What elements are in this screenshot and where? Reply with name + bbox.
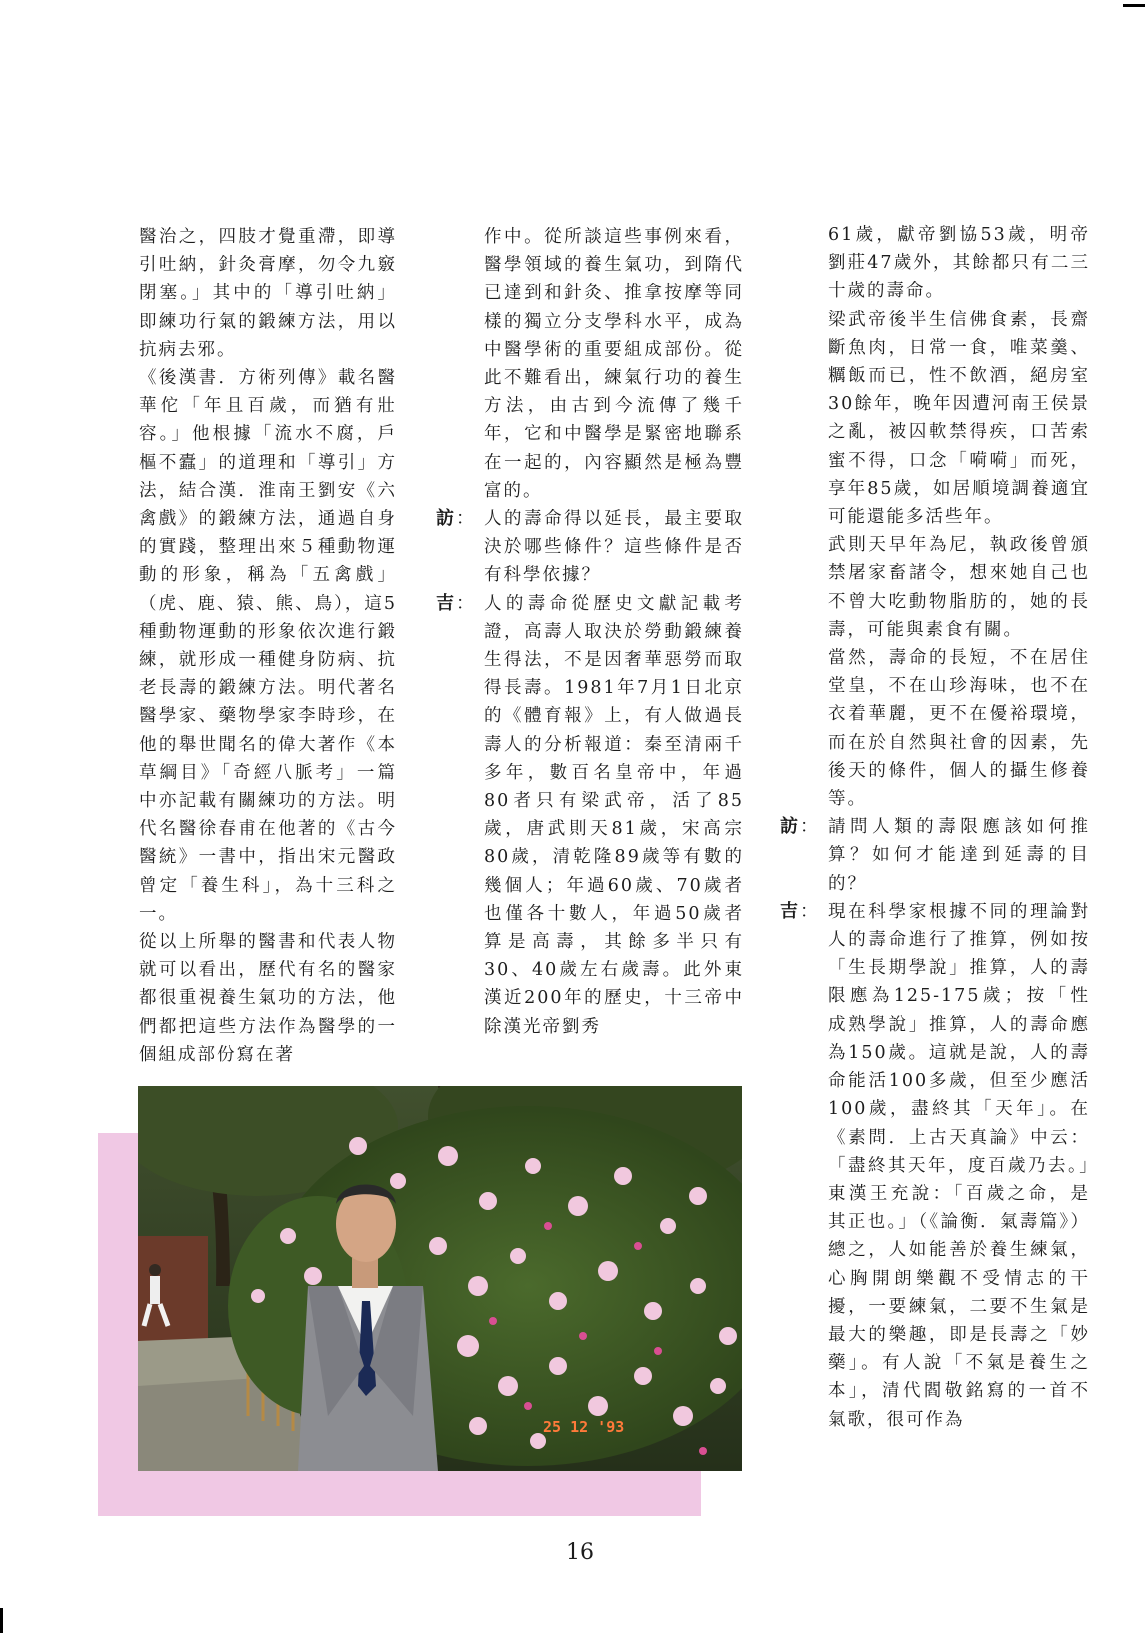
paragraph: 《後漢書．方術列傳》載名醫華佗「年且百歲，而猶有壯容。」他根據「流水不腐，戶樞不蠹」的道理和「導引」方法，結合漢．淮南王劉安《六禽戲》的鍛練方法，通過自身的實踐，整理出來５種動物運動的形象，稱為「五禽戲」（虎、鹿、猿、熊、鳥），這5種動物運動的形象依次進行鍛練，就形成一種健身防病、抗老長壽的鍛練方法。明代著名醫學家、藥物學家李時珍，在他的舉世聞名的偉大著作《本草綱目》「奇經八脈考」一篇中亦記載有關練功的方法。明代名醫徐春甫在他著的《古今醫統》一書中，指出宋元醫政曾定「養生科」，為十三科之一。 bbox=[139, 368, 397, 924]
interview-question bbox=[780, 813, 1090, 898]
paragraph: 61歲，獻帝劉協53歲，明帝劉莊47歲外，其餘都只有二三十歲的壽命。 bbox=[828, 225, 1090, 302]
scan-edge-mark bbox=[1123, 4, 1145, 7]
speaker-label: 吉 ： bbox=[436, 590, 474, 618]
scan-edge-mark bbox=[0, 1608, 3, 1633]
speaker-label: 吉 ： bbox=[780, 898, 818, 926]
interview-answer bbox=[780, 898, 1090, 1434]
question-text: 請問人類的壽限應該如何推算？如何才能達到延壽的目的？ bbox=[828, 817, 1090, 894]
answer-text: 人的壽命從歷史文獻記載考證，高壽人取決於勞動鍛練養生得法，不是因奢華惡勞而取得長壽。1981年7月1日北京的《體育報》上，有人做過長壽人的分析報道：秦至清兩千多年，數百名皇帝中，年過80者只有梁武帝，活了85歲，唐武則天81歲，宋高宗80歲，清乾隆89歲等有數的幾個人；年過60歲、70歲者也僅各十數人，年過50歲者算是高壽，其餘多半只有30、40歲左右歲壽。此外東漢近200年的歷史，十三帝中除漢光帝劉秀 bbox=[484, 593, 744, 1037]
paragraph: 當然，壽命的長短，不在居住堂皇，不在山珍海味，也不在衣着華麗，更不在優裕環境，而在於自然與社會的因素，先後天的條件，個人的攝生修養等。 bbox=[828, 648, 1090, 810]
text-column-2 bbox=[436, 223, 744, 1041]
answer-text: 現在科學家根據不同的理論對人的壽命進行了推算，例如按「生長期學說」推算，人的壽限應為125-175歲；按「性成熟學說」推算，人的壽命應為150歲。這就是說，人的壽命能活100多歲，但至少應活100歲，盡終其「天年」。在《素問．上古天真論》中云：「盡終其天年，度百歲乃去。」東漢王充說：「百歲之命，是其正也。」（《論衡．氣壽篇》）總之，人如能善於養生練氣，心胸開朗樂觀不受情志的干擾，一要練氣，二要不生氣是最大的樂趣，即是長壽之「妙藥」。有人說「不氣是養生之本」，清代閻敬銘寫的一首不氣歌，很可作為 bbox=[828, 901, 1090, 1430]
photo-date-stamp: 25 12 '93 bbox=[543, 1418, 625, 1436]
speaker-label: 訪 ： bbox=[780, 813, 818, 841]
text-column-1 bbox=[139, 223, 397, 1069]
page-number: 16 bbox=[566, 1540, 594, 1565]
photo-illustration bbox=[138, 1086, 742, 1471]
paragraph: 作中。從所談這些事例來看，醫學領域的養生氣功，到隋代已達到和針灸、推拿按摩等同樣的獨立分支學科水平，成為中醫學術的重要組成部份。從此不難看出，練氣行功的養生方法，由古到今流傳了幾千年，它和中醫學是緊密地聯系在一起的，內容顯然是極為豐富的。 bbox=[484, 227, 744, 501]
paragraph: 武則天早年為尼，執政後曾頒禁屠家畜諸令，想來她自己也不曾大吃動物脂肪的，她的長壽，可能與素食有關。 bbox=[828, 535, 1090, 640]
paragraph: 梁武帝後半生信佛食素，長齋斷魚肉，日常一食，唯菜羹、糲飯而已，性不飲酒，絕房室30餘年，晚年因遭河南王侯景之亂，被囚軟禁得疾，口苦索蜜不得，口念「嗬嗬」而死，享年85歲，如居順境調養適宜可能還能多活些年。 bbox=[828, 309, 1090, 528]
interview-question bbox=[436, 505, 744, 590]
text-column-3 bbox=[780, 221, 1090, 1434]
question-text: 人的壽命得以延長，最主要取決於哪些條件？這些條件是否有科學依據？ bbox=[484, 509, 744, 586]
paragraph: 醫治之，四肢才覺重滯，即導引吐納，針灸膏摩，勿令九竅閉塞。」其中的「導引吐納」即練功行氣的鍛練方法，用以抗病去邪。 bbox=[139, 227, 397, 360]
portrait-photo bbox=[138, 1086, 742, 1471]
interview-answer bbox=[436, 590, 744, 1041]
paragraph: 從以上所舉的醫書和代表人物就可以看出，歷代有名的醫家都很重視養生氣功的方法，他們都把這些方法作為醫學的一個組成部份寫在著 bbox=[139, 932, 397, 1065]
speaker-label: 訪 ： bbox=[436, 505, 474, 533]
